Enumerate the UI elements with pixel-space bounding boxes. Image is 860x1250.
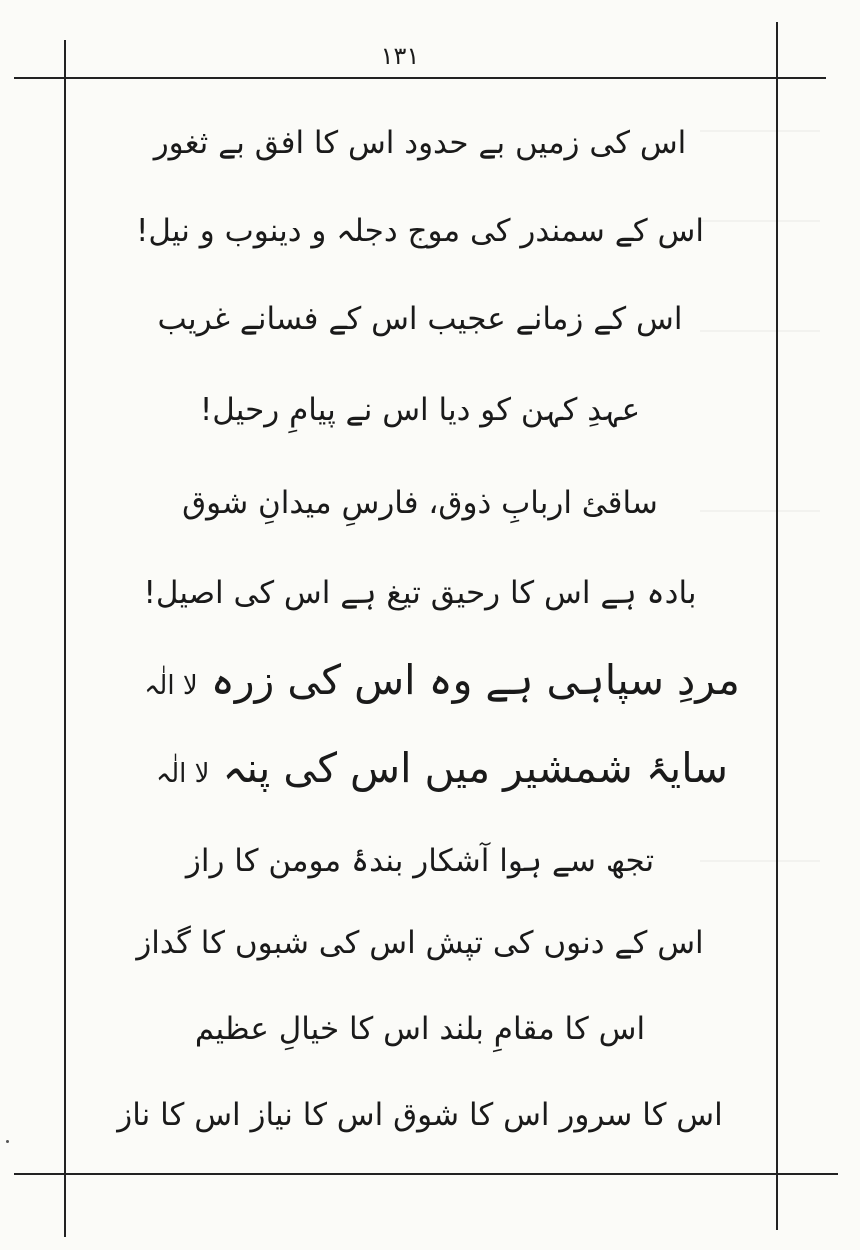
verse-line-12: اس کا سرور اس کا شوق اس کا نیاز اس کا ناز bbox=[117, 1097, 723, 1133]
verse-line-4: عہدِ کہن کو دیا اس نے پیامِ رحیل! bbox=[199, 392, 641, 428]
verse-line-6: بادہ ہے اس کا رحیق تیغ ہے اس کی اصیل! bbox=[143, 575, 697, 611]
verse-line-7 bbox=[120, 656, 760, 704]
page-number: ۱۳۱ bbox=[380, 42, 420, 70]
verse-line-7-text: مردِ سپاہی ہے وہ اس کی زرہ bbox=[210, 656, 740, 704]
verse-line-2: اس کے سمندر کی موج دجلہ و دینوب و نیل! bbox=[136, 213, 704, 249]
right-border-rule bbox=[776, 22, 778, 1230]
verse-line-9: تجھ سے ہوا آشکار بندۂ مومن کا راز bbox=[185, 843, 655, 879]
verse-line-8-emphasis: لا الٰہ bbox=[155, 759, 210, 789]
verse-line-3: اس کے زمانے عجیب اس کے فسانے غریب bbox=[157, 301, 683, 337]
verse-line-7-emphasis: لا الٰہ bbox=[144, 671, 198, 701]
verse-line-1: اس کی زمیں بے حدود اس کا افق بے ثغور bbox=[153, 125, 687, 161]
verse-line-8 bbox=[120, 744, 760, 792]
verse-line-8-text: سایۂ شمشیر میں اس کی پنہ bbox=[222, 744, 729, 792]
top-border-rule bbox=[14, 77, 826, 79]
left-border-rule bbox=[64, 40, 66, 1237]
speck-mark bbox=[6, 1140, 9, 1143]
verse-line-5: ساقئ اربابِ ذوق، فارسِ میدانِ شوق bbox=[182, 485, 658, 521]
bottom-border-rule bbox=[14, 1173, 838, 1175]
verse-line-11: اس کا مقامِ بلند اس کا خیالِ عظیم bbox=[194, 1011, 646, 1047]
verse-line-10: اس کے دنوں کی تپش اس کی شبوں کا گداز bbox=[136, 925, 704, 961]
